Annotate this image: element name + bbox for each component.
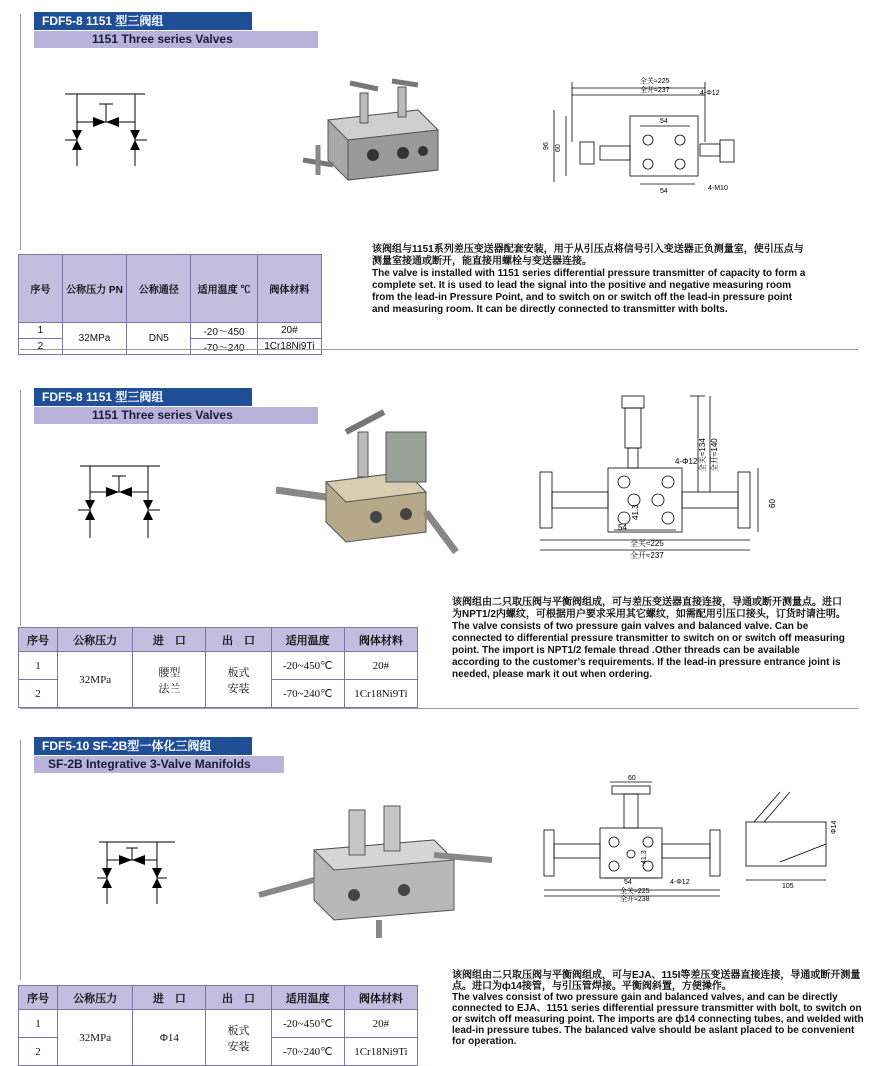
section3-dim-tube: Φ14 — [831, 820, 838, 834]
section3-dim-closed: 全关≈225 — [620, 888, 650, 895]
section1-left-rule — [20, 14, 21, 250]
section2-dim-open-v: 全开≈140 — [710, 438, 719, 472]
section2-title-en: 1151 Three series Valves — [34, 407, 318, 424]
section2-dim-h: 60 — [768, 499, 777, 508]
inlet-line1: 腰型 — [158, 666, 181, 679]
material-cell: 1Cr18Ni9Ti — [344, 1038, 417, 1066]
section1-title-en: 1151 Three series Valves — [34, 31, 318, 48]
section3-dim-side: 105 — [782, 883, 794, 890]
outlet-line2: 安装 — [227, 1040, 250, 1053]
section1-dim-h2: 96 — [543, 142, 550, 150]
section2-dimension-drawing — [530, 392, 790, 562]
material-cell: 20# — [257, 323, 321, 339]
table-row-no: 2 — [19, 1038, 58, 1066]
col-temp: 适用温度 ℃ — [191, 255, 257, 323]
section3-title-cn: FDF5-10 SF-2B型一体化三阀组 — [34, 737, 252, 755]
section3-dim-w: 54 — [624, 879, 632, 886]
section3-left-rule — [20, 740, 21, 980]
section2-spec-table — [18, 627, 418, 708]
pressure-cell: 32MPa — [58, 1010, 133, 1066]
material-cell: 1Cr18Ni9Ti — [344, 680, 417, 708]
section3-dim-hole: 4-Φ12 — [670, 879, 690, 886]
section2-bottom-rule — [20, 708, 858, 709]
temp-cell: -70～240 — [191, 339, 257, 355]
section1-dim-hole: 4-Φ12 — [700, 90, 720, 97]
col-no: 序号 — [19, 986, 58, 1010]
section3-spec-table — [18, 985, 418, 1066]
section2-desc-en: The valve consists of two pressure gain valves and balanced valve. Can be connected to differential pressure transmitter to switch on or switch off measuring point. The import is NPT1/2 female thread .Other threads can be available according to the customer's requirements. If the lead-in pressure entrance joint is needed, please mark it out when ordering. — [452, 621, 845, 680]
section2-dim-closed-v: 全关≈134 — [698, 438, 707, 472]
outlet-line1: 板式 — [227, 666, 250, 679]
section1-dim-closed: 全关≈225 — [640, 78, 670, 85]
section3-valve-photo — [254, 800, 494, 940]
material-cell: 1Cr18Ni9Ti — [257, 339, 321, 355]
temp-cell: -20～450 — [191, 323, 257, 339]
section1-title-cn: FDF5-8 1151 型三阀组 — [34, 12, 252, 30]
section2-dim-hole: 4-Φ12 — [675, 457, 698, 466]
outlet-cell — [206, 652, 271, 708]
pressure-cell: 32MPa — [62, 323, 126, 355]
section1-dim-h1: 60 — [555, 144, 562, 152]
col-pressure: 公称压力 PN — [62, 255, 126, 323]
section3-desc-cn: 该阀组由二只取压阀与平衡阀组成，可与EJA、115I等差压变送器直接连接，导通或断开测量点。进口为ф14接管，与引压管焊接。平衡阀斜置，方便操作。 — [452, 970, 861, 992]
section3-dimension-drawing — [540, 772, 850, 902]
section2-dim-closed: 全关≈225 — [630, 539, 664, 548]
section2-dim-w: 54 — [618, 523, 627, 532]
col-bore: 公称通径 — [127, 255, 191, 323]
section3-schematic — [95, 838, 195, 908]
col-no: 序号 — [19, 628, 58, 652]
col-pressure: 公称压力 — [58, 628, 133, 652]
col-temp: 适用温度 — [271, 986, 344, 1010]
section1-dim-open: 全开≈237 — [640, 87, 670, 94]
section3-dim-c: 41.3 — [641, 850, 648, 864]
col-outlet: 出 口 — [206, 986, 271, 1010]
inlet-line2: 法兰 — [158, 682, 181, 695]
section1-desc-en: The valve is installed with 1151 series differential pressure transmitter of capacity to form a complete set. It is used to lead the signal into the positive and negative measuring room from the lead-in Pressure Point, and to switch on or switch off the lead-in pressure point and measuring room. It can be directly connected to transmitter with bolts. — [372, 268, 806, 315]
section1-schematic — [55, 90, 155, 170]
temp-cell: -20~450℃ — [271, 652, 344, 680]
section2-left-rule — [20, 390, 21, 626]
col-outlet: 出 口 — [206, 628, 271, 652]
col-pressure: 公称压力 — [58, 986, 133, 1010]
section1-description — [372, 244, 812, 316]
material-cell: 20# — [344, 1010, 417, 1038]
section3-description — [452, 970, 866, 1047]
inlet-cell: Φ14 — [133, 1010, 206, 1066]
section1-dim-w: 54 — [660, 118, 668, 125]
section3-dim-open: 全开≈238 — [620, 896, 650, 902]
section3-dim-top: 60 — [628, 775, 636, 782]
col-no: 序号 — [19, 255, 63, 323]
outlet-line1: 板式 — [227, 1024, 250, 1037]
table-row-no: 1 — [19, 323, 63, 339]
section3-title-en: SF-2B Integrative 3-Valve Manifolds — [34, 756, 284, 773]
temp-cell: -20~450℃ — [271, 1010, 344, 1038]
section1-dim-w2: 54 — [660, 188, 668, 195]
pressure-cell: 32MPa — [58, 652, 133, 708]
col-inlet: 进 口 — [133, 986, 206, 1010]
section2-description — [452, 597, 847, 681]
section1-spec-table — [18, 254, 322, 355]
section2-schematic — [70, 462, 170, 542]
table-row-no: 1 — [19, 1010, 58, 1038]
section3-desc-en: The valves consist of two pressure gain and balanced valves, and can be directly connected to EJA、1151 series differential pressure transmitter with bolt, to switch on or switch off measuring point. The imports are ф14 connecting tubes, and welded with lead-in pressure tubes. The balanced valve should be aslant placed to be convenient for operation. — [452, 992, 864, 1047]
outlet-cell — [206, 1010, 271, 1066]
section1-dim-thread: 4-M10 — [708, 185, 728, 192]
section1-desc-cn: 该阀组与1151系列差压变送器配套安装，用于从引压点将信号引入变送器正负测量室，使引压点与测量室接通或断开，能直接用螺栓与变送器连接。 — [372, 244, 804, 267]
section2-desc-cn: 该阀组由二只取压阀与平衡阀组成，可与差压变送器直接连接，导通或断开测量点。进口为NPT1/2内螺纹，可根据用户要求采用其它螺纹，如需配用引压口接头，订货时请注明。 — [452, 597, 846, 620]
table-row-no: 1 — [19, 652, 58, 680]
material-cell: 20# — [344, 652, 417, 680]
table-row-no: 2 — [19, 680, 58, 708]
section1-dimension-drawing — [540, 72, 780, 202]
col-temp: 适用温度 — [271, 628, 344, 652]
col-material: 阀体材料 — [344, 986, 417, 1010]
section2-dim-c: 41.3 — [631, 504, 640, 520]
col-material: 阀体材料 — [344, 628, 417, 652]
section1-bottom-rule — [20, 349, 858, 350]
section2-valve-photo — [266, 402, 466, 562]
temp-cell: -70~240℃ — [271, 1038, 344, 1066]
temp-cell: -70~240℃ — [271, 680, 344, 708]
inlet-cell — [133, 652, 206, 708]
col-inlet: 进 口 — [133, 628, 206, 652]
col-material: 阀体材料 — [257, 255, 321, 323]
table-row-no: 2 — [19, 339, 63, 355]
bore-cell: DN5 — [127, 323, 191, 355]
section2-title-cn: FDF5-8 1151 型三阀组 — [34, 388, 252, 406]
section2-dim-open: 全开≈237 — [630, 551, 664, 560]
section1-valve-photo — [298, 75, 458, 190]
outlet-line2: 安装 — [227, 682, 250, 695]
